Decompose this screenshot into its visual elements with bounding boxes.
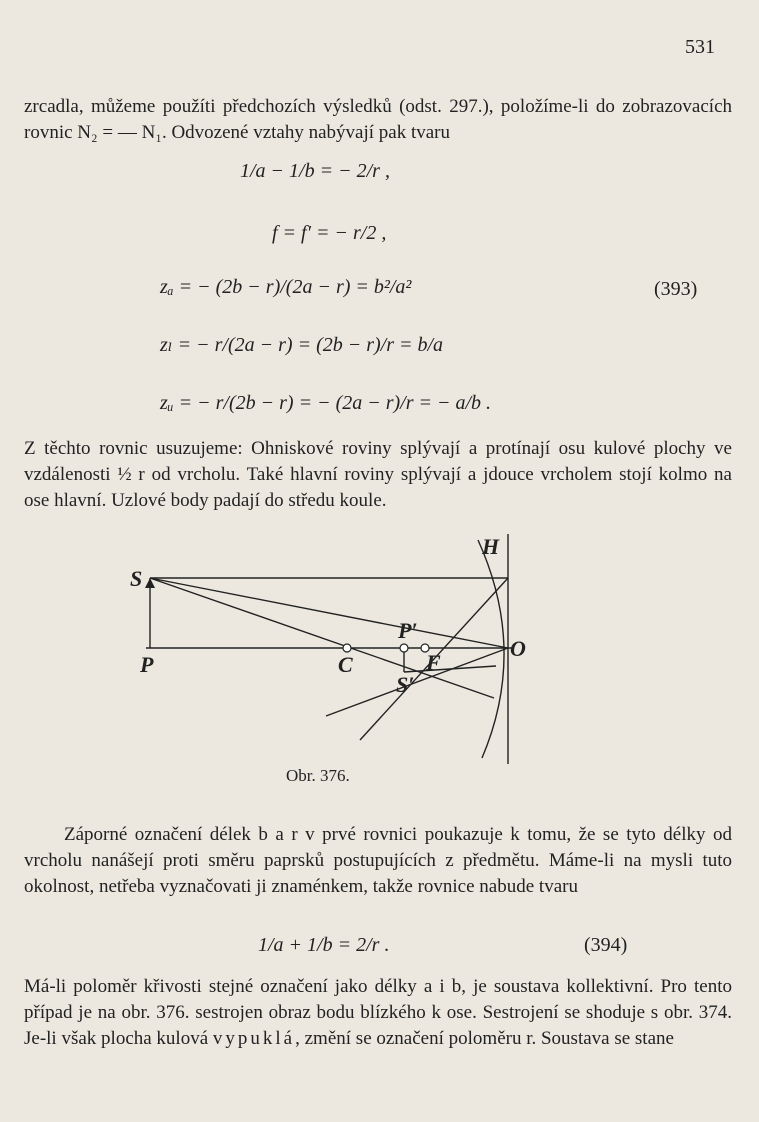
equation-number-393: (393)	[654, 278, 698, 300]
equation-4-text: zₗ = − r/(2a − r) = (2b − r)/r = b/a	[160, 334, 444, 356]
paragraph-collective-text-b: , změní se označení poloměru r. Soustava se stane	[295, 1028, 674, 1049]
paragraph-intro-text: zrcadla, můžeme použíti předchozích výsledků (odst. 297.), položíme-li do zobrazovacích rovnic N₂ = — N₁. Odvozené vztahy nabývají pak tvaru	[24, 96, 732, 143]
equation-number-394: (394)	[584, 934, 628, 956]
ray-reflected-o	[326, 648, 508, 716]
equation-3-text: zₐ = − (2b − r)/(2a − r) = b²/a²	[160, 276, 412, 298]
label-o: O	[510, 636, 526, 661]
point-c-marker	[343, 644, 351, 652]
label-s-prime: S′	[396, 672, 415, 697]
paragraph-collective-text-a: Má-li poloměr křivosti stejné označení jako délky a i b, je soustava kollektivní. Pro tento případ je na obr. 376. sestrojen obraz bodu blízkého k ose. Sestrojení se shoduje s obr. 374. Je-li však plocha kulová	[24, 976, 732, 1049]
page-number: 531	[685, 36, 715, 58]
spaced-word-vypukla: vypuklá	[212, 1028, 296, 1049]
paragraph-sign	[24, 822, 732, 900]
paragraph-conclusion	[24, 436, 732, 514]
paragraph-sign-text: Záporné označení délek b a r v prvé rovnici poukazuje k tomu, že se tyto délky od vrcholu nanášejí proti směru paprsků postupujících z předmětu. Máme-li na mysli tuto okolnost, netřeba vyznačovati ji znaménkem, takže rovnice nabude tvaru	[24, 824, 732, 897]
figure-caption: Obr. 376.	[286, 766, 350, 785]
paragraph-conclusion-text: Z těchto rovnic usuzujeme: Ohniskové roviny splývají a protínají osu kulové plochy ve vzdálenosti ½ r od vrcholu. Také hlavní roviny splývají a jdouce vrcholem stojí kolmo na ose hlavní. Uzlové body padají do středu koule.	[24, 438, 732, 511]
ray-through-c	[150, 578, 494, 698]
equation-6-text: 1/a + 1/b = 2/r .	[258, 934, 390, 956]
label-s: S	[130, 566, 143, 591]
ray-near-f	[404, 666, 496, 672]
label-f: F	[426, 650, 441, 675]
equation-2-text: f = f′ = − r/2 ,	[272, 222, 387, 244]
equation-1-text: 1/a − 1/b = − 2/r ,	[240, 160, 390, 182]
label-h: H	[482, 534, 500, 559]
label-p: P	[140, 652, 154, 677]
equation-5-text: zᵤ = − r/(2b − r) = − (2a − r)/r = − a/b .	[160, 392, 492, 414]
paragraph-intro	[24, 94, 732, 146]
label-c: C	[338, 652, 353, 677]
paragraph-collective	[24, 974, 732, 1052]
ray-to-vertex	[150, 578, 508, 648]
figure-376	[0, 520, 759, 770]
point-p-prime-marker	[400, 644, 408, 652]
mirror-arc	[478, 540, 504, 758]
label-p-prime: P′	[398, 618, 418, 643]
paragraph-collective-text	[24, 974, 732, 1052]
